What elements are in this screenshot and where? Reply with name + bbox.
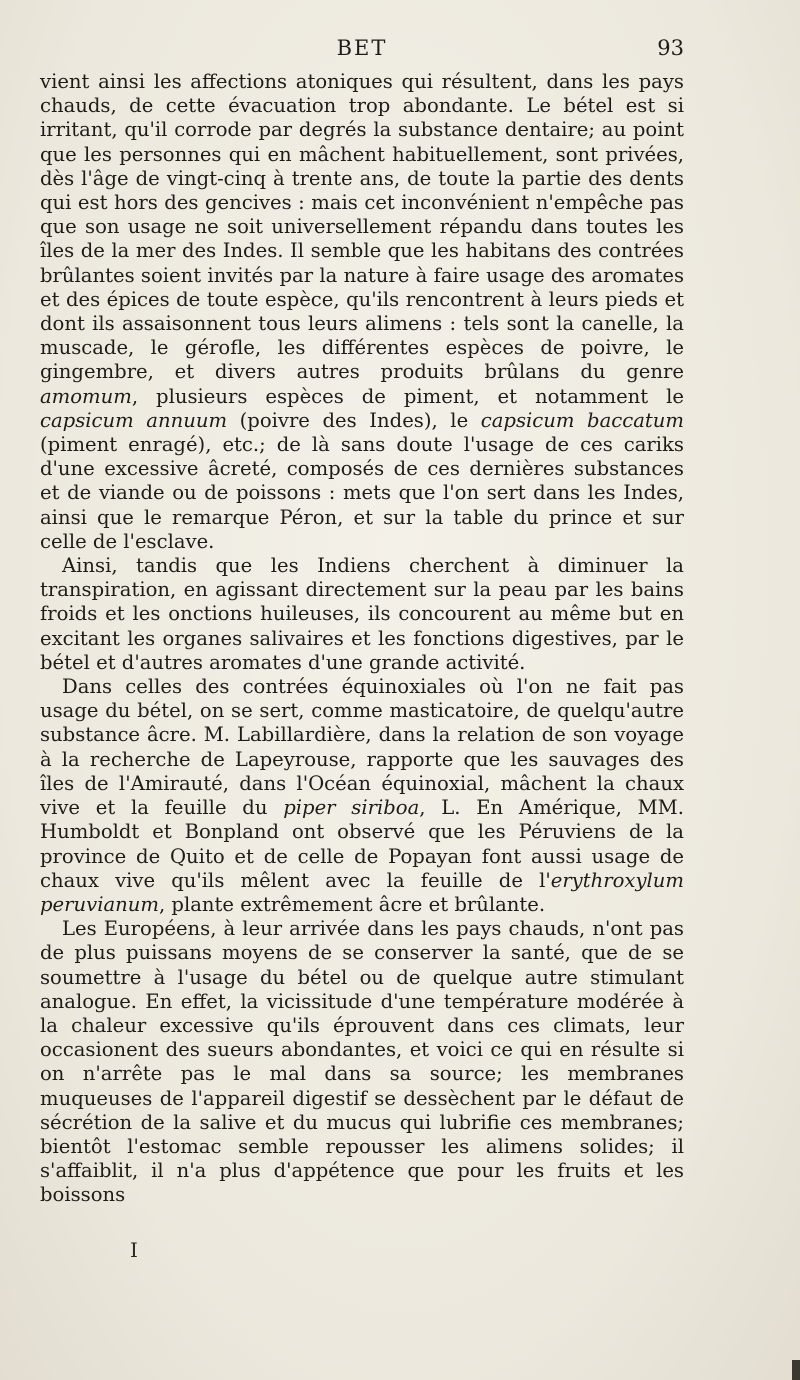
italic-term: amomum — [40, 384, 132, 408]
italic-term: erythroxylum peruvianum — [40, 868, 684, 916]
paragraph — [40, 554, 684, 675]
paragraph — [40, 70, 684, 554]
text-run: (piment enragé), etc.; de là sans doute l'usage de ces cariks d'une excessive âcreté, composés de ces dernières substances et de viande ou de poissons : mets que l'on sert dans les Indes, ainsi que le remarque Péron, et sur la table du prince et sur celle de l'esclave. — [40, 433, 684, 553]
text-run: , plante extrêmement âcre et brûlante. — [158, 892, 546, 916]
text-run: , plusieurs espèces de piment, et notamment le — [131, 384, 684, 408]
italic-term: capsicum baccatum — [480, 408, 684, 432]
text-run: Dans celles des contrées équinoxiales où l'on ne fait pas usage du bétel, on se sert, comme masticatoire, de quelqu'autre substance âcre. M. Labillardière, dans la relation de son voyage à la recherche de Lapeyrouse, rapporte que les sauvages des îles de l'Amirauté, dans l'Océan équinoxial, mâchent la chaux vive et la feuille du — [40, 675, 684, 820]
text-run: Ainsi, tandis que les Indiens cherchent à diminuer la transpiration, en agissant directement sur la peau par les bains froids et les onctions huileuses, ils concourent au même but en excitant les organes salivaires et les fonctions digestives, par le bétel et d'autres aromates d'une grande activité. — [40, 554, 684, 674]
page-number: 93 — [657, 36, 684, 60]
footer-mark: I — [130, 1238, 138, 1262]
paragraph — [40, 917, 684, 1207]
text-run: (poivre des Indes), le — [227, 408, 481, 432]
body-text — [40, 70, 684, 1208]
running-head — [40, 36, 684, 64]
italic-term: piper siriboa — [283, 796, 420, 820]
text-run: vient ainsi les affections atoniques qui résultent, dans les pays chauds, de cette évacuation trop abondante. Le bétel est si irritant, qu'il corrode par degrés la substance dentaire; au point que les personnes qui en mâchent habituellement, sont privées, dès l'âge de vingt-cinq à trente ans, de toute la partie des dents qui est hors des gencives : mais cet inconvénient n'empêche pas que son usage ne soit universellement répandu dans toutes les îles de la mer des Indes. Il semble que les habitans des contrées brûlantes soient invités par la nature à faire usage des aromates et des épices de toute espèce, qu'ils rencontrent à leurs pieds et dont ils assaisonnent tous leurs alimens : tels sont la canelle, la muscade, le gérofle, les différentes espèces de poivre, le gingembre, et divers autres produits brûlans du genre — [40, 70, 684, 384]
running-title: BET — [336, 36, 388, 60]
paragraph — [40, 675, 684, 917]
italic-term: capsicum annuum — [40, 408, 228, 432]
text-run: , L. En Amérique, MM. Humboldt et Bonpland ont observé que les Péruviens de la province de Quito et de celle de Popayan font aussi usage de chaux vive qu'ils mêlent avec la feuille de l' — [40, 796, 684, 892]
page-edge-shadow — [792, 1360, 800, 1380]
text-run: Les Européens, à leur arrivée dans les pays chauds, n'ont pas de plus puissans moyens de se conserver la santé, que de se soumettre à l'usage du bétel ou de quelque autre stimulant analogue. En effet, la vicissitude d'une température modérée à la chaleur excessive qu'ils éprouvent dans ces climats, leur occasionent des sueurs abondantes, et voici ce qui en résulte si on n'arrête pas le mal dans sa source; les membranes muqueuses de l'appareil digestif se dessèchent par le défaut de sécrétion de la salive et du mucus qui lubrifie ces membranes; bientôt l'estomac semble repousser les alimens solides; il s'affaiblit, il n'a plus d'appétence que pour les fruits et les boissons — [40, 917, 684, 1207]
